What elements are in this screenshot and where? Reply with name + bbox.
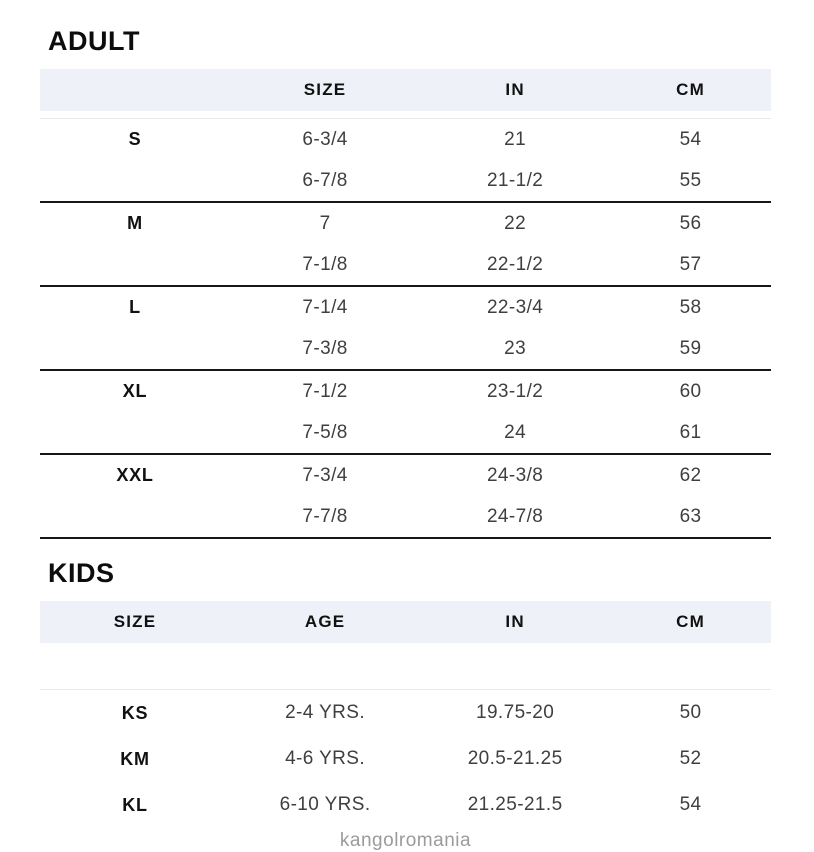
cell-in: 24: [504, 421, 527, 443]
table-row: [40, 119, 771, 161]
adult-header-row: [40, 69, 771, 111]
adult-col-header-size: SIZE: [230, 69, 420, 111]
cell-cm: 57: [679, 253, 702, 275]
cell-in: 23-1/2: [486, 380, 544, 402]
cell-cm: 54: [679, 128, 702, 150]
kids-table-header: [40, 601, 771, 690]
table-row: [40, 328, 771, 370]
table-row: [40, 286, 771, 328]
table-row: [40, 454, 771, 496]
table-row-kl: [40, 782, 771, 828]
cell-in: 20.5-21.25: [467, 748, 563, 769]
adult-col-header-blank: [40, 69, 230, 111]
header-underline: [40, 643, 771, 690]
cell-size: 7-3/8: [302, 337, 348, 359]
size-group-label: S: [128, 129, 142, 149]
cell-in: 23: [504, 337, 527, 359]
cell-size: 7-3/4: [302, 464, 348, 486]
brand-watermark: kangolromania: [339, 830, 472, 851]
size-group-label-empty: [40, 244, 230, 286]
header-underline: [40, 111, 771, 119]
kids-col-header-in: IN: [420, 601, 610, 643]
size-group-label-empty: [40, 328, 230, 370]
adult-section-heading: ADULT: [48, 26, 140, 56]
size-group-label-empty: [40, 160, 230, 202]
cell-in: 21: [504, 128, 527, 150]
cell-size: 6-7/8: [302, 169, 348, 191]
adult-col-header-cm: CM: [610, 69, 771, 111]
table-row: [40, 160, 771, 202]
cell-cm: 50: [679, 702, 702, 723]
size-group-m: [40, 202, 771, 286]
cell-size: 7-1/4: [302, 296, 348, 318]
cell-size: 7-1/8: [302, 253, 348, 275]
size-group-label: M: [127, 213, 143, 233]
kids-header-row: [40, 601, 771, 643]
kids-col-header-cm: CM: [610, 601, 771, 643]
kids-col-header-age: AGE: [230, 601, 420, 643]
table-row: [40, 244, 771, 286]
cell-cm: 56: [679, 212, 702, 234]
cell-cm: 60: [679, 380, 702, 402]
size-group-label: XXL: [116, 465, 154, 485]
cell-in: 22-1/2: [486, 253, 544, 275]
size-group-xxl: [40, 454, 771, 538]
cell-cm: 58: [679, 296, 702, 318]
table-row: [40, 412, 771, 454]
cell-in: 21-1/2: [486, 169, 544, 191]
cell-kids-size: KL: [122, 794, 148, 815]
table-row: [40, 370, 771, 412]
size-group-label-empty: [40, 496, 230, 538]
size-group-label: XL: [122, 381, 148, 401]
cell-cm: 61: [679, 421, 702, 443]
size-group-s: [40, 119, 771, 203]
table-row: [40, 496, 771, 538]
cell-in: 24-3/8: [486, 464, 544, 486]
cell-size: 7-1/2: [302, 380, 348, 402]
cell-kids-size: KM: [120, 748, 150, 769]
cell-age: 4-6 YRS.: [285, 748, 366, 769]
cell-cm: 63: [679, 505, 702, 527]
kids-col-header-size: SIZE: [40, 601, 230, 643]
cell-kids-size: KS: [121, 702, 149, 723]
table-row-km: [40, 736, 771, 782]
adult-size-table: [40, 69, 771, 539]
cell-size: 7-5/8: [302, 421, 348, 443]
cell-in: 19.75-20: [476, 702, 555, 723]
cell-size: 6-3/4: [302, 128, 348, 150]
cell-age: 2-4 YRS.: [285, 702, 366, 723]
cell-in: 22-3/4: [486, 296, 544, 318]
cell-cm: 62: [679, 464, 702, 486]
table-row: [40, 202, 771, 244]
cell-age: 6-10 YRS.: [279, 794, 371, 815]
cell-cm: 54: [679, 794, 702, 815]
adult-table-header: [40, 69, 771, 119]
cell-size: 7: [319, 212, 331, 234]
size-group-xl: [40, 370, 771, 454]
cell-cm: 52: [679, 748, 702, 769]
cell-in: 24-7/8: [486, 505, 544, 527]
cell-in: 21.25-21.5: [467, 794, 563, 815]
cell-in: 22: [504, 212, 527, 234]
cell-cm: 59: [679, 337, 702, 359]
size-group-label-empty: [40, 412, 230, 454]
size-group-label: L: [129, 297, 141, 317]
size-chart-page: [40, 26, 771, 852]
size-group-l: [40, 286, 771, 370]
table-row-ks: [40, 690, 771, 737]
kids-table-body: [40, 690, 771, 829]
cell-cm: 55: [679, 169, 702, 191]
kids-size-table: [40, 601, 771, 828]
adult-col-header-in: IN: [420, 69, 610, 111]
cell-size: 7-7/8: [302, 505, 348, 527]
kids-section-heading: KIDS: [48, 558, 115, 588]
